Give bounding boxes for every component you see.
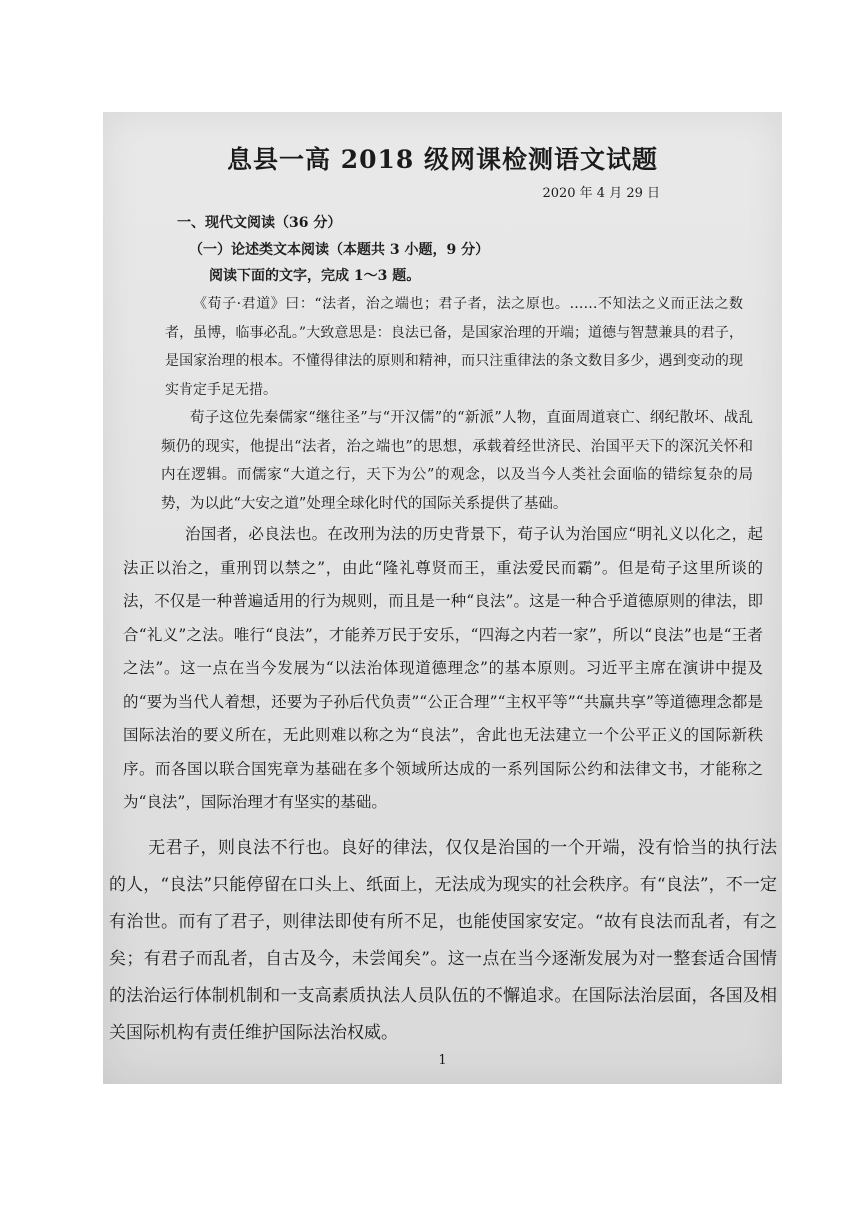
paragraph-1: 《荀子·君道》曰：“法者，治之端也；君子者，法之原也。……不知法之义而正法之数者，虽博，临事必乱。”大致意思是：良法已备，是国家治理的开端；道德与智慧兼具的君子，是国家治理的根本。不懂得律法的原则和精神，而只注重律法的条文数目多少，遇到变动的现实肯定手足无措。 [165,296,743,398]
section-heading: 一、现代文阅读（36 分） [177,215,342,231]
paragraph-3: 治国者，必良法也。在改刑为法的历史背景下，荀子认为治国应“明礼义以化之，起法正以治之，重刑罚以禁之”，由此“隆礼尊贤而王，重法爱民而霸”。但是荀子这里所谈的法，不仅是一种普遍适用的行为规则，而且是一种“良法”。这是一种合乎道德原则的律法，即合“礼义”之法。唯行“良法”，才能养万民于安乐，“四海之内若一家”，所以“良法”也是“王者之法”。这一点在当今发展为“以法治体现道德理念”的基本原则。习近平主席在演讲中提及的“要为当代人着想，还要为子孙后代负责”“公正合理”“主权平等”“共赢共享”等道德理念都是国际法治的要义所在，无此则难以称之为“良法”，舍此也无法建立一个公平正义的国际新秩序。而各国以联合国宪章为基础在多个领域所达成的一系列国际公约和法律文书，才能称之为“良法”，国际治理才有坚实的基础。 [123,525,763,811]
scanned-exam-page [103,112,782,1084]
paragraph-2: 荀子这位先秦儒家“继往圣”与“开汉儒”的“新派”人物，直面周道衰亡、纲纪散坏、战乱频仍的现实，他提出“法者，治之端也”的思想，承载着经世济民、治国平天下的深沉关怀和内在逻辑。而儒家“大道之行，天下为公”的观念，以及当今人类社会面临的错综复杂的局势，为以此“大安之道”处理全球化时代的国际关系提供了基础。 [161,410,753,512]
exam-date: 2020 年 4 月 29 日 [542,186,660,201]
paragraph-4: 无君子，则良法不行也。良好的律法，仅仅是治国的一个开端，没有恰当的执行法的人，“良法”只能停留在口头上、纸面上，无法成为现实的社会秩序。有“良法”，不一定有治世。而有了君子，则律法即使有所不足，也能使国家安定。“故有良法而乱者，有之矣；有君子而乱者，自古及今，未尝闻矣”。这一点在当今逐渐发展为对一整套适合国情的法治运行体制机制和一支高素质执法人员队伍的不懈追求。在国际法治层面，各国及相关国际机构有责任维护国际法治权威。 [109,838,777,1043]
reading-instruction: 阅读下面的文字，完成 1～3 题。 [209,268,421,284]
page-number: 1 [438,1053,447,1068]
subsection-heading: （一）论述类文本阅读（本题共 3 小题，9 分） [189,242,490,258]
exam-title: 息县一高 2018 级网课检测语文试题 [227,145,658,174]
